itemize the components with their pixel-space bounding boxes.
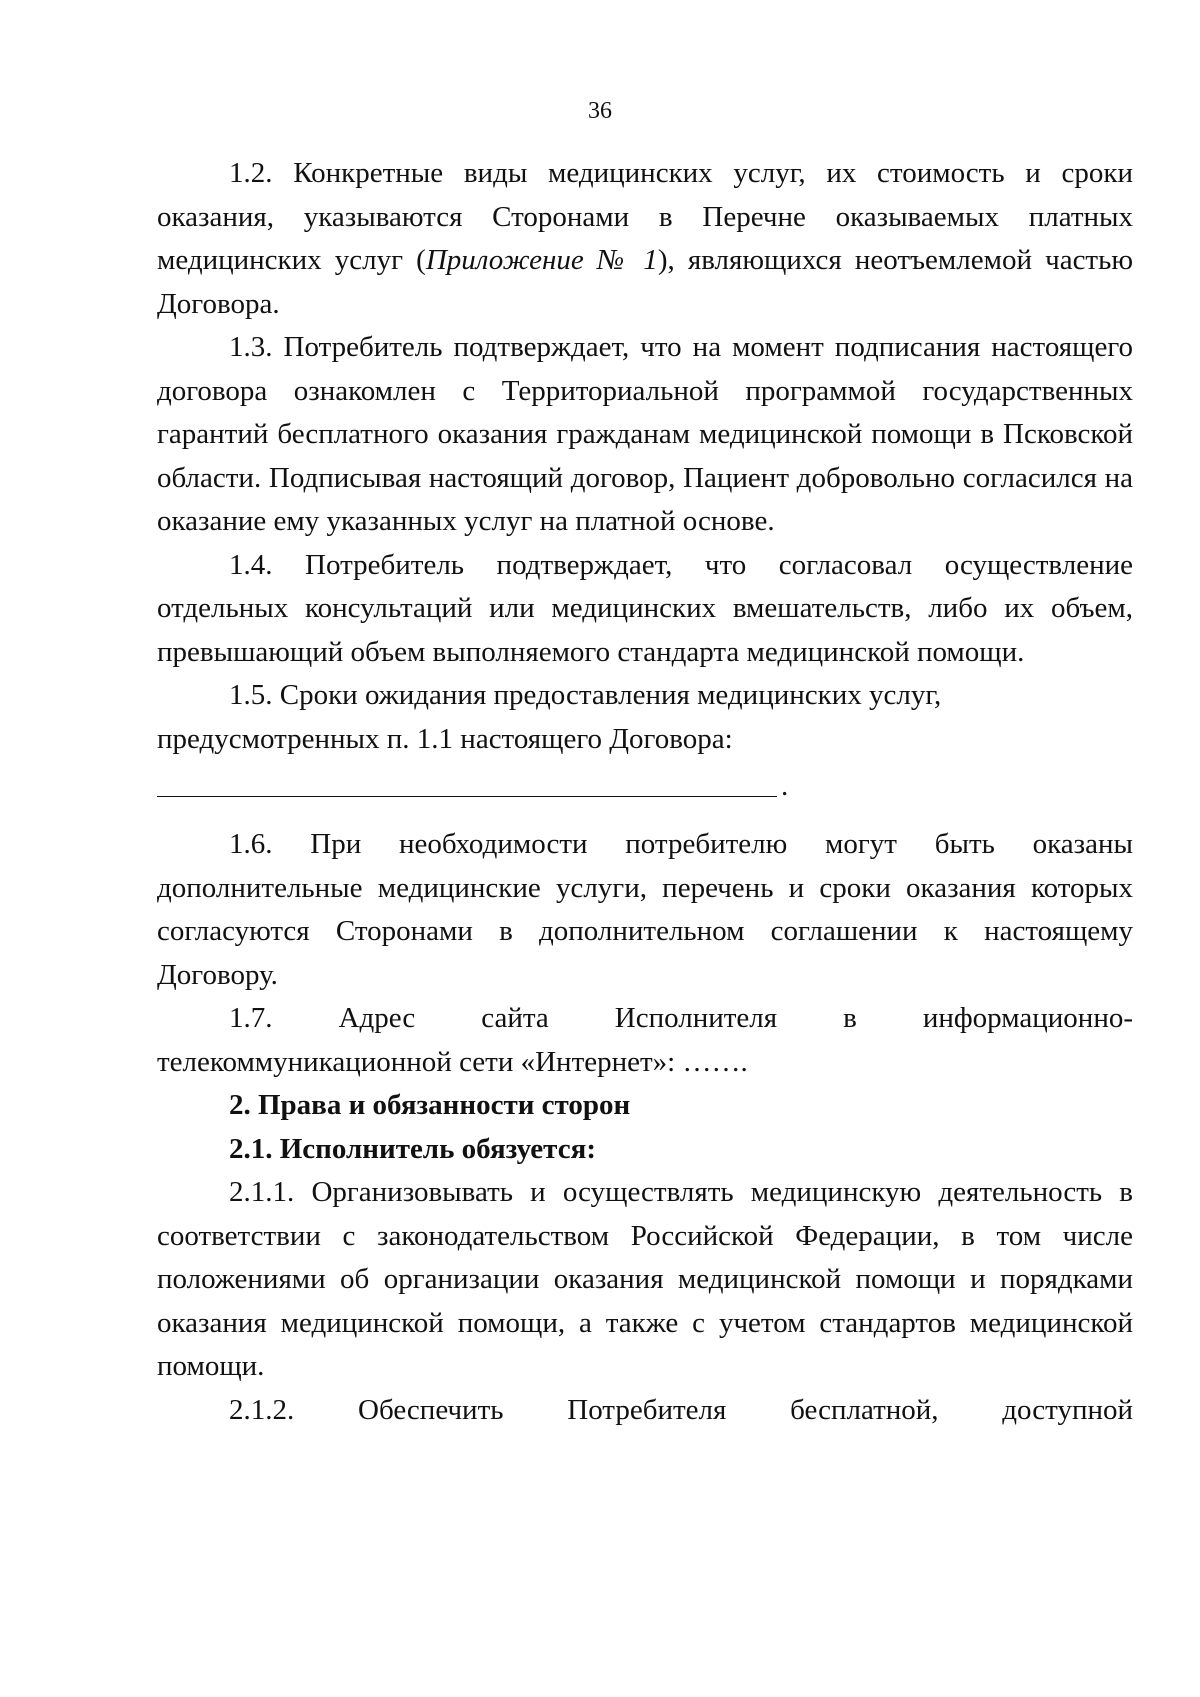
- section-2-title: 2. Права и обязанности сторон: [229, 1089, 631, 1121]
- paragraph-1-3: 1.3. Потребитель подтверждает, что на момент подписания настоящего договора ознакомлен с Территориальной программой государственных гарантий бесплатного оказания гражданам медицинской помощи в Псковской области. Подписывая настоящий договор, Пациент добровольно согласился на оказание ему указанных услуг на платной основе.: [157, 331, 1133, 537]
- paragraph-1-5: 1.5. Сроки ожидания предоставления медицинских услуг, предусмотренных п. 1.1 настоящего Договора:: [157, 679, 942, 755]
- paragraph-1-7: 1.7. Адрес сайта Исполнителя в информационно-телекоммуникационной сети «Интернет»: …….: [157, 1002, 1133, 1078]
- blank-line-period: .: [781, 770, 789, 802]
- paragraph-2-1-1: 2.1.1. Организовывать и осуществлять медицинскую деятельность в соответствии с законодательством Российской Федерации, в том числе положениями об организации оказания медицинской помощи и порядками оказания медицинской помощи, а также с учетом стандартов медицинской помощи.: [157, 1176, 1133, 1382]
- paragraph-1-2-text-end: ), являющихся неотъемлемой частью Договора.: [157, 244, 1133, 320]
- paragraph-2-1-2: 2.1.2. Обеспечить Потребителя бесплатной, доступной: [229, 1393, 1133, 1426]
- paragraph-1-2-text-start: 1.2. Конкретные виды медицинских услуг, их стоимость и сроки оказания, указываются Сторонами в Перечне оказываемых платных медицинских услуг (: [157, 157, 1133, 276]
- appendix-reference: Приложение № 1: [425, 244, 658, 276]
- fill-in-blank-line: [157, 770, 1133, 805]
- document-body: [157, 152, 1133, 1432]
- blank-underline: [157, 796, 777, 797]
- paragraph-1-4: 1.4. Потребитель подтверждает, что согласовал осуществление отдельных консультаций или медицинских вмешательств, либо их объем, превышающий объем выполняемого стандарта медицинской помощи.: [157, 548, 1133, 668]
- paragraph-1-2: [157, 152, 1133, 326]
- subsection-2-1-title: 2.1. Исполнитель обязуется:: [229, 1132, 596, 1165]
- page-number: 36: [588, 98, 612, 124]
- paragraph-1-6: 1.6. При необходимости потребителю могут быть оказаны дополнительные медицинские услуги, перечень и сроки оказания которых согласуются Сторонами в дополнительном соглашении к настоящему Договору.: [157, 828, 1133, 991]
